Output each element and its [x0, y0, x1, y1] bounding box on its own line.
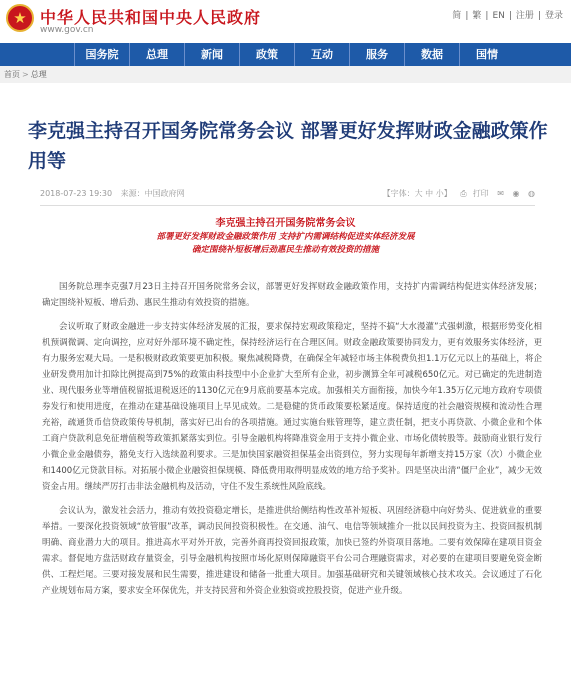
nav-item-national[interactable]: 国情: [459, 43, 514, 66]
font-size-control[interactable]: 【字体：大 中 小】: [382, 189, 452, 198]
print-icon[interactable]: ⎙: [460, 189, 467, 198]
nav-item-state-council[interactable]: 国务院: [74, 43, 129, 66]
nav-item-premier[interactable]: 总理: [129, 43, 184, 66]
print-button[interactable]: 打印: [472, 189, 489, 198]
nav-item-interaction[interactable]: 互动: [294, 43, 349, 66]
nav-item-data[interactable]: 数据: [404, 43, 459, 66]
article-meta: [40, 188, 535, 199]
site-url: www.gov.cn: [40, 25, 94, 35]
national-emblem-icon[interactable]: ★: [6, 4, 34, 32]
nav-home[interactable]: [0, 43, 74, 66]
nav-item-news[interactable]: 新闻: [184, 43, 239, 66]
notice-line-2: 确定围绕补短板增后劲惠民生推动有效投资的措施: [191, 245, 379, 255]
article-body: [42, 279, 542, 607]
mail-icon[interactable]: ✉: [497, 189, 504, 198]
breadcrumb-sep: >: [22, 70, 29, 79]
link-english[interactable]: EN: [492, 11, 505, 21]
embedded-notice: [0, 214, 571, 257]
link-traditional[interactable]: 繁: [472, 11, 482, 21]
breadcrumb: [0, 66, 571, 83]
page-title: 李克强主持召开国务院常务会议 部署更好发挥财政金融政策作用等: [28, 120, 548, 172]
article-date: 2018-07-23 19:30: [40, 189, 113, 198]
notice-line-1: 部署更好发挥财政金融政策作用 支持扩内需调结构促进实体经济发展: [156, 232, 415, 242]
link-register[interactable]: 注册: [515, 11, 534, 21]
link-login[interactable]: 登录: [544, 11, 563, 21]
link-simplified[interactable]: 简: [452, 11, 462, 21]
main-nav: [0, 43, 571, 66]
breadcrumb-home[interactable]: 首页: [4, 70, 20, 79]
nav-item-services[interactable]: 服务: [349, 43, 404, 66]
paragraph: 国务院总理李克强7月23日主持召开国务院常务会议，部署更好发挥财政金融政策作用，支持扩内需调结构促进实体经济发展；确定围绕补短板、增后劲、惠民生推动有效投资的措施。: [42, 282, 542, 308]
article-source: 来源：中国政府网: [120, 189, 185, 198]
link-sep: |: [465, 11, 469, 21]
link-sep: |: [485, 11, 489, 21]
site-title[interactable]: 中华人民共和国中央人民政府: [40, 8, 262, 27]
breadcrumb-premier[interactable]: 总理: [30, 70, 47, 79]
share-weibo-icon[interactable]: ◉: [512, 189, 520, 198]
share-wechat-icon[interactable]: ◍: [528, 189, 535, 198]
link-sep: |: [508, 11, 512, 21]
link-sep: |: [537, 11, 541, 21]
divider: [40, 205, 535, 206]
paragraph: 会议认为，激发社会活力，推动有效投资稳定增长，是推进供给侧结构性改革补短板、巩固经济稳中向好势头、促进就业的重要举措。一要深化投资领域“放管服”改革，调动民间投资积极性。在交通、油气、电信等领域推介一批以民间投资为主、投资回报机制明确、商业潜力大的项目。推进高水平对外开放，完善外商再投资回报政策，加快已签约外资项目落地。二要有效保障在建项目资金需求。督促地方盘活财政存量资金，引导金融机构按照市场化原则保障融资平台公司合理融资需求，对必要的在建项目要避免资金断供、工程烂尾。三要对接发展和民生需要，推进建设和储备一批重大项目。加强基础研究和关键领域核心技术攻关。会议通过了石化产业规划布局方案，要求安全环保优先，并支持民营和外资企业独资或控股投资，促进产业升级。: [42, 506, 542, 596]
nav-item-policy[interactable]: 政策: [239, 43, 294, 66]
paragraph: 会议听取了财政金融进一步支持实体经济发展的汇报，要求保持宏观政策稳定，坚持不搞“大水漫灌”式强刺激，根据形势变化相机预调微调、定向调控，应对好外部环境不确定性，保持经济运行在合理区间。财政金融政策要协同发力，更有效服务实体经济，更有力服务宏观大局。一是积极财政政策要更加积极。聚焦减税降费，在确保全年减轻市场主体税费负担1.1万亿元以上的基础上，将企业研发费用加计扣除比例提高到75%的政策由科技型中小企业扩大至所有企业，初步测算全年可减税650亿元。对已确定的先进制造业、现代服务业等增值税留抵退税返还的1130亿元在9月底前要基本完成。加强相关方面衔接，加快今年1.35万亿元地方政府专项债券发行和使用进度，在推动在建基础设施项目上早见成效。二是稳健的货币政策要松紧适度。保持适度的社会融资规模和流动性合理充裕，疏通货币信贷政策传导机制，落实好已出台的各项措施。通过实施台账管理等，建立责任制，把支小再贷款、小微企业和个体工商户贷款利息免征增值税等政策抓紧落实到位。引导金融机构将降准资金用于支持小微企业、市场化债转股等。鼓励商业银行发行小微企业金融债券，豁免支行入选续盈利要求。三是加快国家融资担保基金出资到位，努力实现每年新增支持15万家（次）小微企业和1400亿元贷款目标。对拓展小微企业融资担保规模、降低费用取得明显成效的地方给予奖补。四是坚决出清“僵尸企业”，减少无效资金占用。继续严厉打击非法金融机构及活动，守住不发生系统性风险底线。: [42, 322, 542, 492]
top-links: [448, 8, 563, 21]
notice-heading: 李克强主持召开国务院常务会议: [215, 218, 356, 229]
site-header: [0, 0, 571, 42]
